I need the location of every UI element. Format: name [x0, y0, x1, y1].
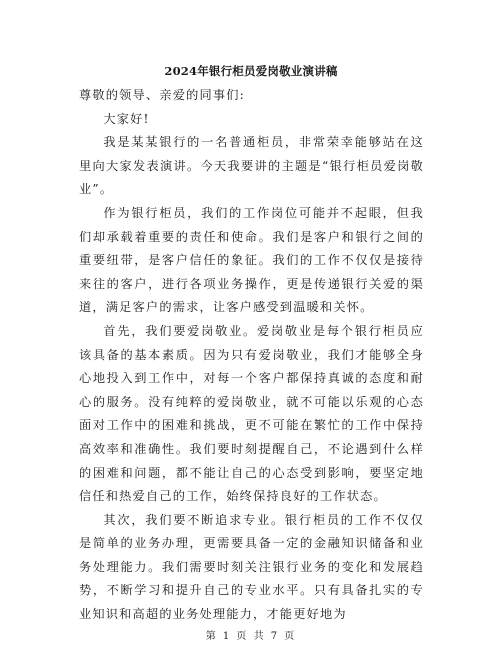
salutation: 尊敬的领导、亲爱的同事们:	[79, 88, 245, 102]
paragraph-role: 作为银行柜员，我们的工作岗位可能并不起眼，但我们却承载着重要的责任和使命。我们是客户和银行之间的重要纽带，是客户信任的象征。我们的工作不仅仅是接待来往的客户，进行各项业务操作，更是传递银行关爱的渠道，满足客户的需求，让客户感受到温暖和关怀。	[79, 205, 424, 315]
greeting: 大家好!	[103, 111, 150, 126]
paragraph-dedication: 首先，我们要爱岗敬业。爱岗敬业是每个银行柜员应该具备的基本素质。因为只有爱岗敬业，我们才能够全身心地投入到工作中，对每一个客户都保持真诚的态度和耐心的服务。没有纯粹的爱岗敬业，就不可能以乐观的心态面对工作中的困难和挑战，更不可能在繁忙的工作中保持高效率和准确性。我们要时刻提醒自己，不论遇到什么样的困难和问题，都不能让自己的心态受到影响，要坚定地信任和热爱自己的工作，始终保持良好的工作状态。	[79, 323, 424, 504]
paragraph-professionalism: 其次，我们要不断追求专业。银行柜员的工作不仅仅是简单的业务办理，更需要具备一定的金融知识储备和业务处理能力。我们需要时刻关注银行业务的变化和发展趋势，不断学习和提升自己的专业水平。只有具备扎实的专业知识和高超的业务处理能力，才能更好地为	[79, 512, 424, 622]
paragraph-intro: 我是某某银行的一名普通柜员，非常荣幸能够站在这里向大家发表演讲。今天我要讲的主题是“银行柜员爱岗敬业”。	[79, 135, 424, 197]
document-title: 2024年银行柜员爱岗敬业演讲稿	[164, 64, 338, 78]
page-footer: 第 1 页 共 7 页	[205, 631, 297, 642]
document-body	[79, 84, 424, 627]
